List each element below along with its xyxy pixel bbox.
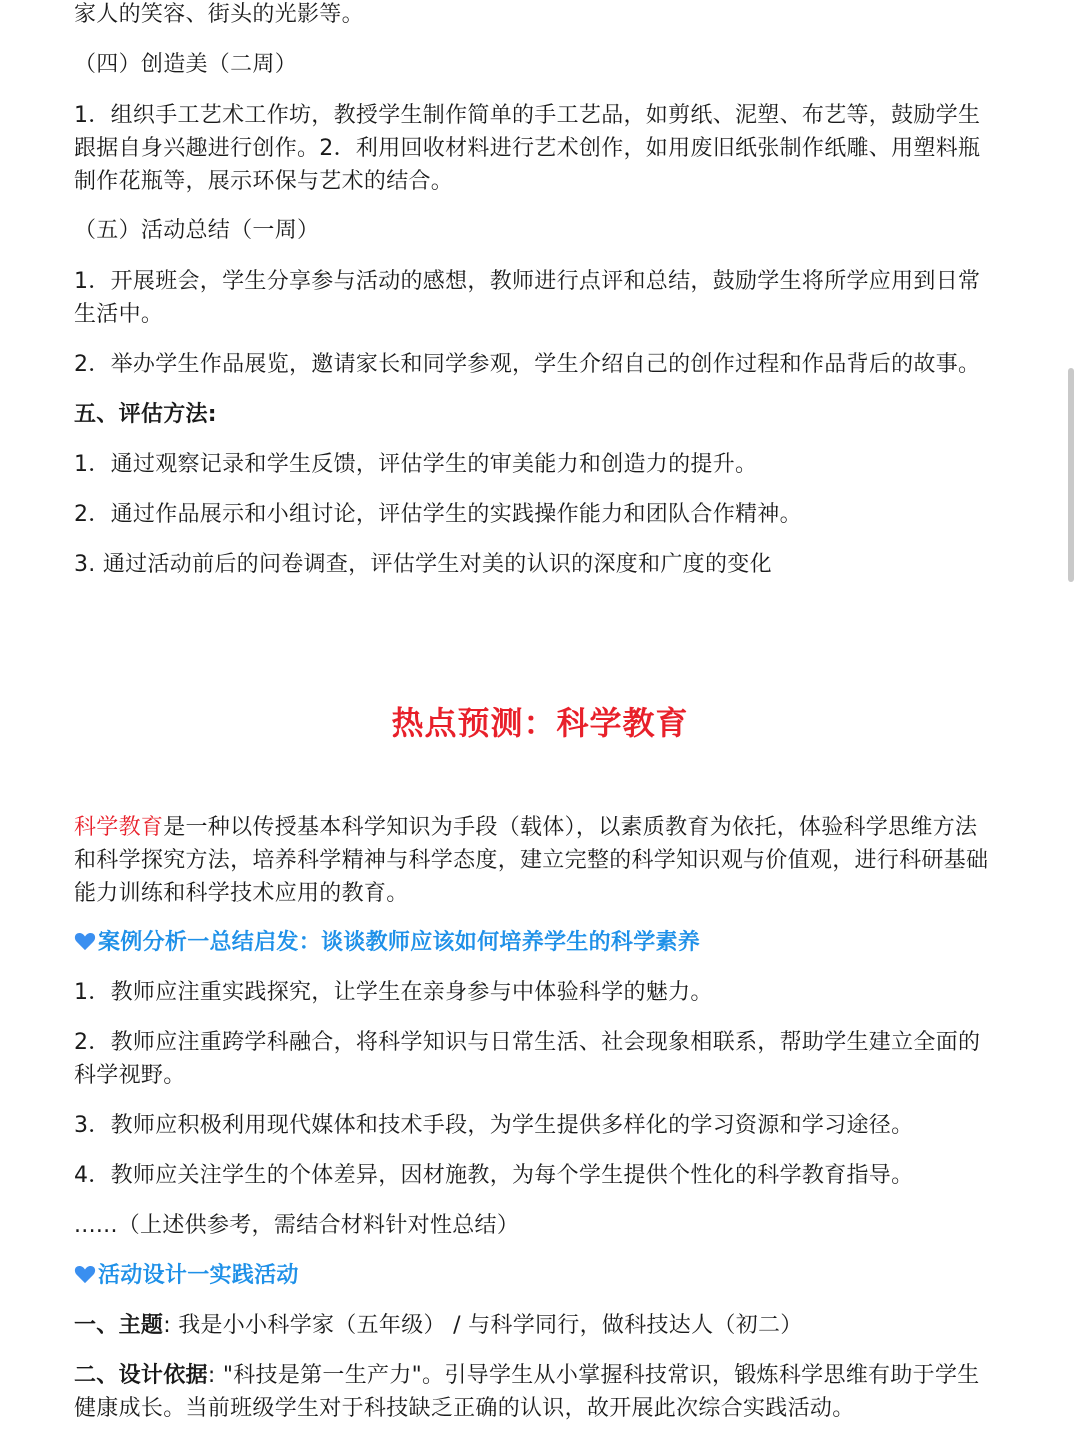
case-analysis-heading	[74, 926, 994, 959]
evaluation-heading: 五、评估方法:	[74, 402, 217, 427]
evaluation-item-2: 2．通过作品展示和小组讨论，评估学生的实践操作能力和团队合作精神。	[74, 502, 802, 527]
hot-topic-title: 热点预测：科学教育	[391, 704, 689, 742]
case-item-1: 1．教师应注重实践探究，让学生在亲身参与中体验科学的魅力。	[74, 980, 713, 1005]
basis-text: : "科技是第一生产力"。引导学生从小掌握科技常识，锻炼科学思维有助于学生健康成长。当前班级学生对于科技缺乏正确的认识，故开展此次综合实践活动。	[74, 1363, 980, 1421]
intro-definition: 是一种以传授基本科学知识为手段（载体），以素质教育为依托，体验科学思维方法和科学探究方法，培养科学精神与科学态度，建立完整的科学知识观与价值观，进行科研基础能力训练和科学技术应用的教育。	[74, 815, 989, 906]
activity-basis	[74, 1359, 994, 1425]
evaluation-item-3: 3. 通过活动前后的问卷调查，评估学生对美的认识的深度和广度的变化	[74, 552, 772, 577]
summary-item-1: 1．开展班会，学生分享参与活动的感想，教师进行点评和总结，鼓励学生将所学应用到日常生活中。	[74, 269, 981, 327]
intro-term: 科学教育	[74, 815, 164, 840]
case-analysis-heading-text: 案例分析一总结启发：谈谈教师应该如何培养学生的科学素养	[98, 930, 701, 955]
blue-heart-icon	[74, 931, 96, 951]
evaluation-item-1: 1．通过观察记录和学生反馈，评估学生的审美能力和创造力的提升。	[74, 452, 758, 477]
section-heading-create-beauty: （四）创造美（二周）	[74, 52, 298, 77]
theme-label: 一、主题	[74, 1313, 164, 1338]
theme-text: : 我是小小科学家（五年级） / 与科学同行，做科技达人（初二）	[163, 1313, 803, 1338]
case-item-3: 3．教师应积极利用现代媒体和技术手段，为学生提供多样化的学习资源和学习途径。	[74, 1113, 914, 1138]
case-note: ......（上述供参考，需结合材料针对性总结）	[74, 1213, 520, 1238]
basis-label: 二、设计依据	[74, 1363, 208, 1388]
activity-design-heading-text: 活动设计一实践活动	[98, 1263, 299, 1288]
summary-item-2: 2．举办学生作品展览，邀请家长和同学参观，学生介绍自己的创作过程和作品背后的故事。	[74, 352, 981, 377]
case-item-2: 2．教师应注重跨学科融合，将科学知识与日常生活、社会现象相联系，帮助学生建立全面的科学视野。	[74, 1030, 981, 1088]
create-beauty-items: 1．组织手工艺术工作坊，教授学生制作简单的手工艺品，如剪纸、泥塑、布艺等，鼓励学生跟据自身兴趣进行创作。2．利用回收材料进行艺术创作，如用废旧纸张制作纸雕、用塑料瓶制作花瓶等，展示环保与艺术的结合。	[74, 103, 981, 194]
activity-design-heading	[74, 1259, 994, 1292]
blue-heart-icon	[74, 1264, 96, 1284]
case-item-4: 4．教师应关注学生的个体差异，因材施教，为每个学生提供个性化的科学教育指导。	[74, 1163, 914, 1188]
paragraph-continuation: 家人的笑容、街头的光影等。	[74, 2, 364, 27]
section-heading-summary: （五）活动总结（一周）	[74, 218, 320, 243]
scrollbar-thumb[interactable]	[1068, 368, 1074, 582]
activity-theme	[74, 1309, 994, 1342]
science-education-intro	[74, 811, 994, 910]
